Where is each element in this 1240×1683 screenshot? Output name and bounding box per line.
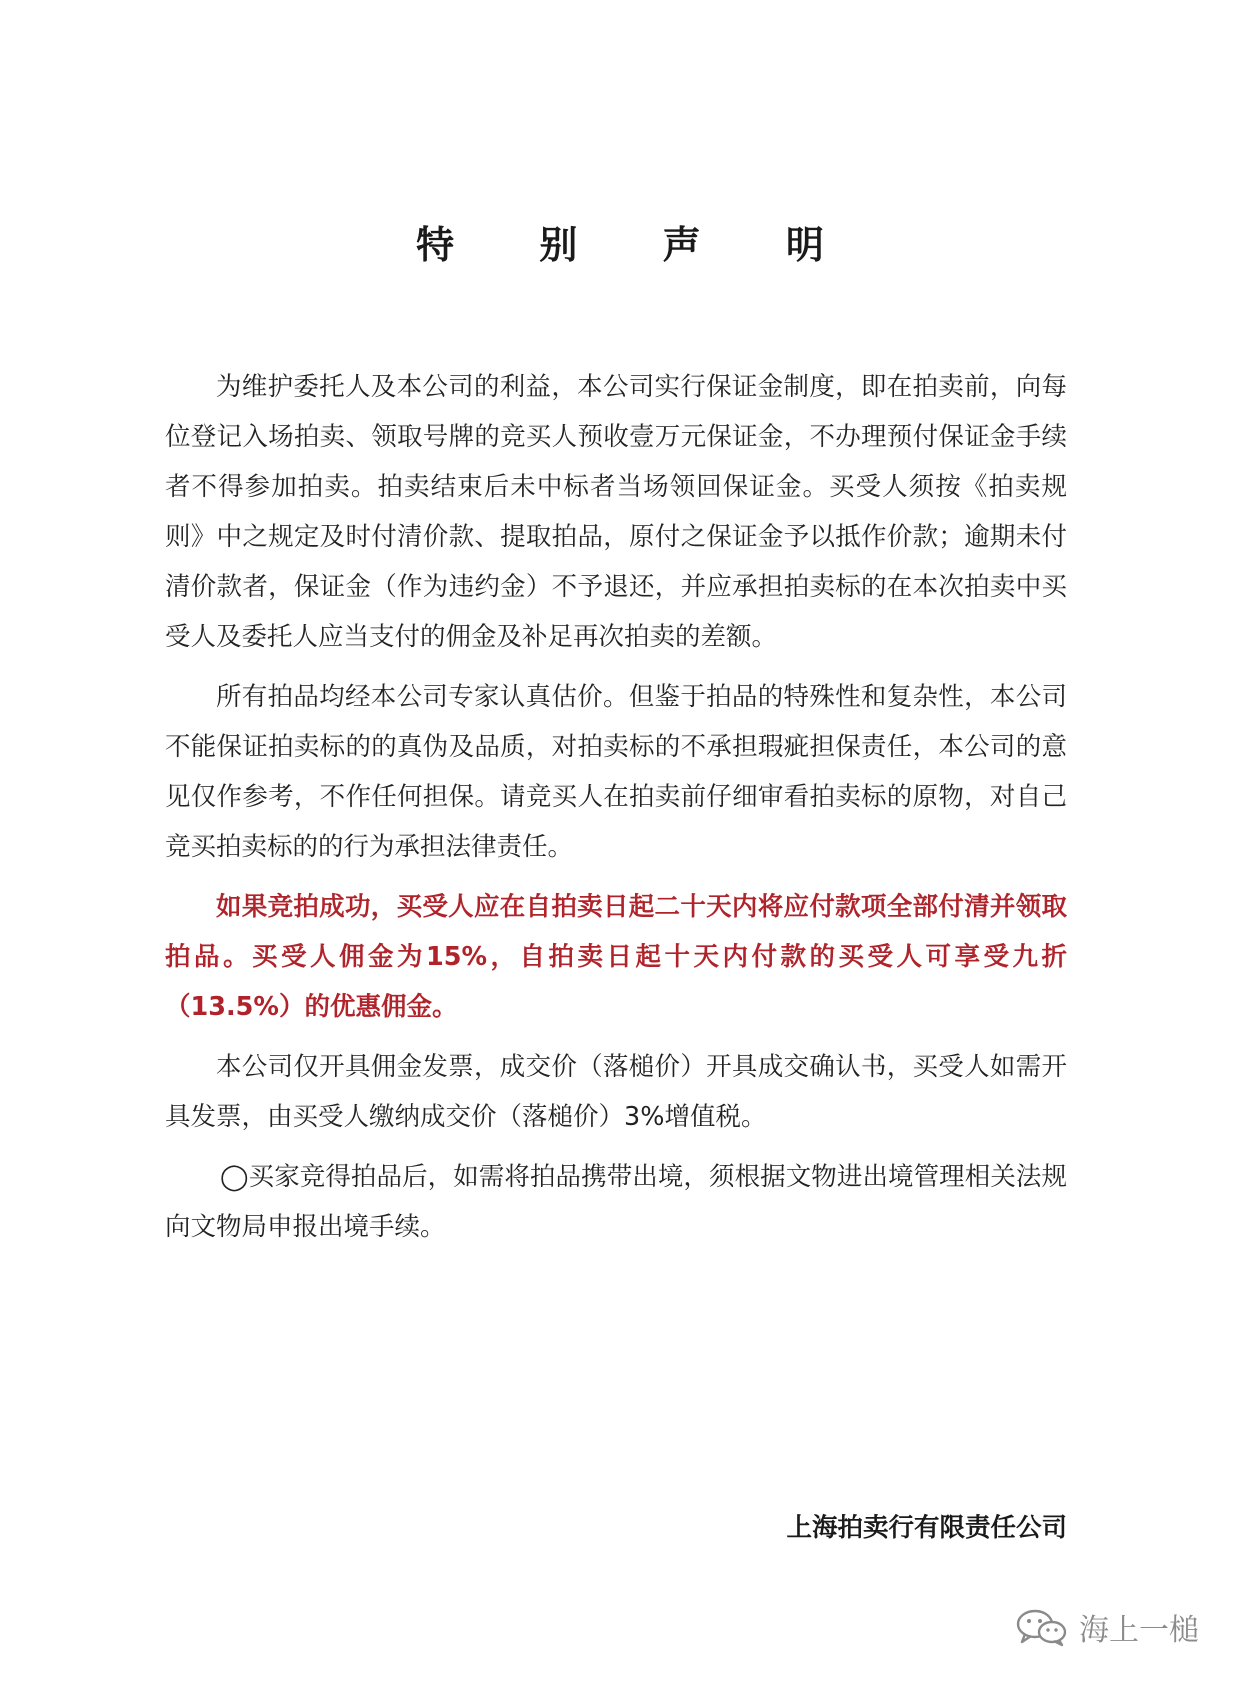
paragraph-commission: 如果竞拍成功，买受人应在自拍卖日起二十天内将应付款项全部付清并领取拍品。买受人佣金为15%，自拍卖日起十天内付款的买受人可享受九折（13.5%）的优惠佣金。 [165,892,1067,1022]
paragraph-deposit: 为维护委托人及本公司的利益，本公司实行保证金制度，即在拍卖前，向每位登记入场拍卖、领取号牌的竞买人预收壹万元保证金，不办理预付保证金手续者不得参加拍卖。拍卖结束后未中标者当场领回保证金。买受人须按《拍卖规则》中之规定及时付清价款、提取拍品，原付之保证金予以抵作价款；逾期未付清价款者，保证金（作为违约金）不予退还，并应承担拍卖标的在本次拍卖中买受人及委托人应当支付的佣金及补足再次拍卖的差额。 [165,372,1067,652]
wechat-icon [1015,1607,1069,1647]
paragraph-appraisal: 所有拍品均经本公司专家认真估价。但鉴于拍品的特殊性和复杂性，本公司不能保证拍卖标的的真伪及品质，对拍卖标的不承担瑕疵担保责任，本公司的意见仅作参考，不作任何担保。请竞买人在拍卖前仔细审看拍卖标的原物，对自己竞买拍卖标的的行为承担法律责任。 [165,682,1067,862]
document-body [165,362,1067,1262]
company-signature: 上海拍卖行有限责任公司 [786,1513,1067,1543]
paragraph-invoice: 本公司仅开具佣金发票，成交价（落槌价）开具成交确认书，买受人如需开具发票，由买受人缴纳成交价（落槌价）3%增值税。 [165,1052,1067,1132]
paragraph-export: ◯买家竞得拍品后，如需将拍品携带出境，须根据文物进出境管理相关法规向文物局申报出境手续。 [165,1162,1067,1242]
watermark-text: 海上一槌 [1079,1613,1199,1648]
watermark [1015,1605,1199,1649]
document-title: 特 别 声 明 [416,223,860,267]
